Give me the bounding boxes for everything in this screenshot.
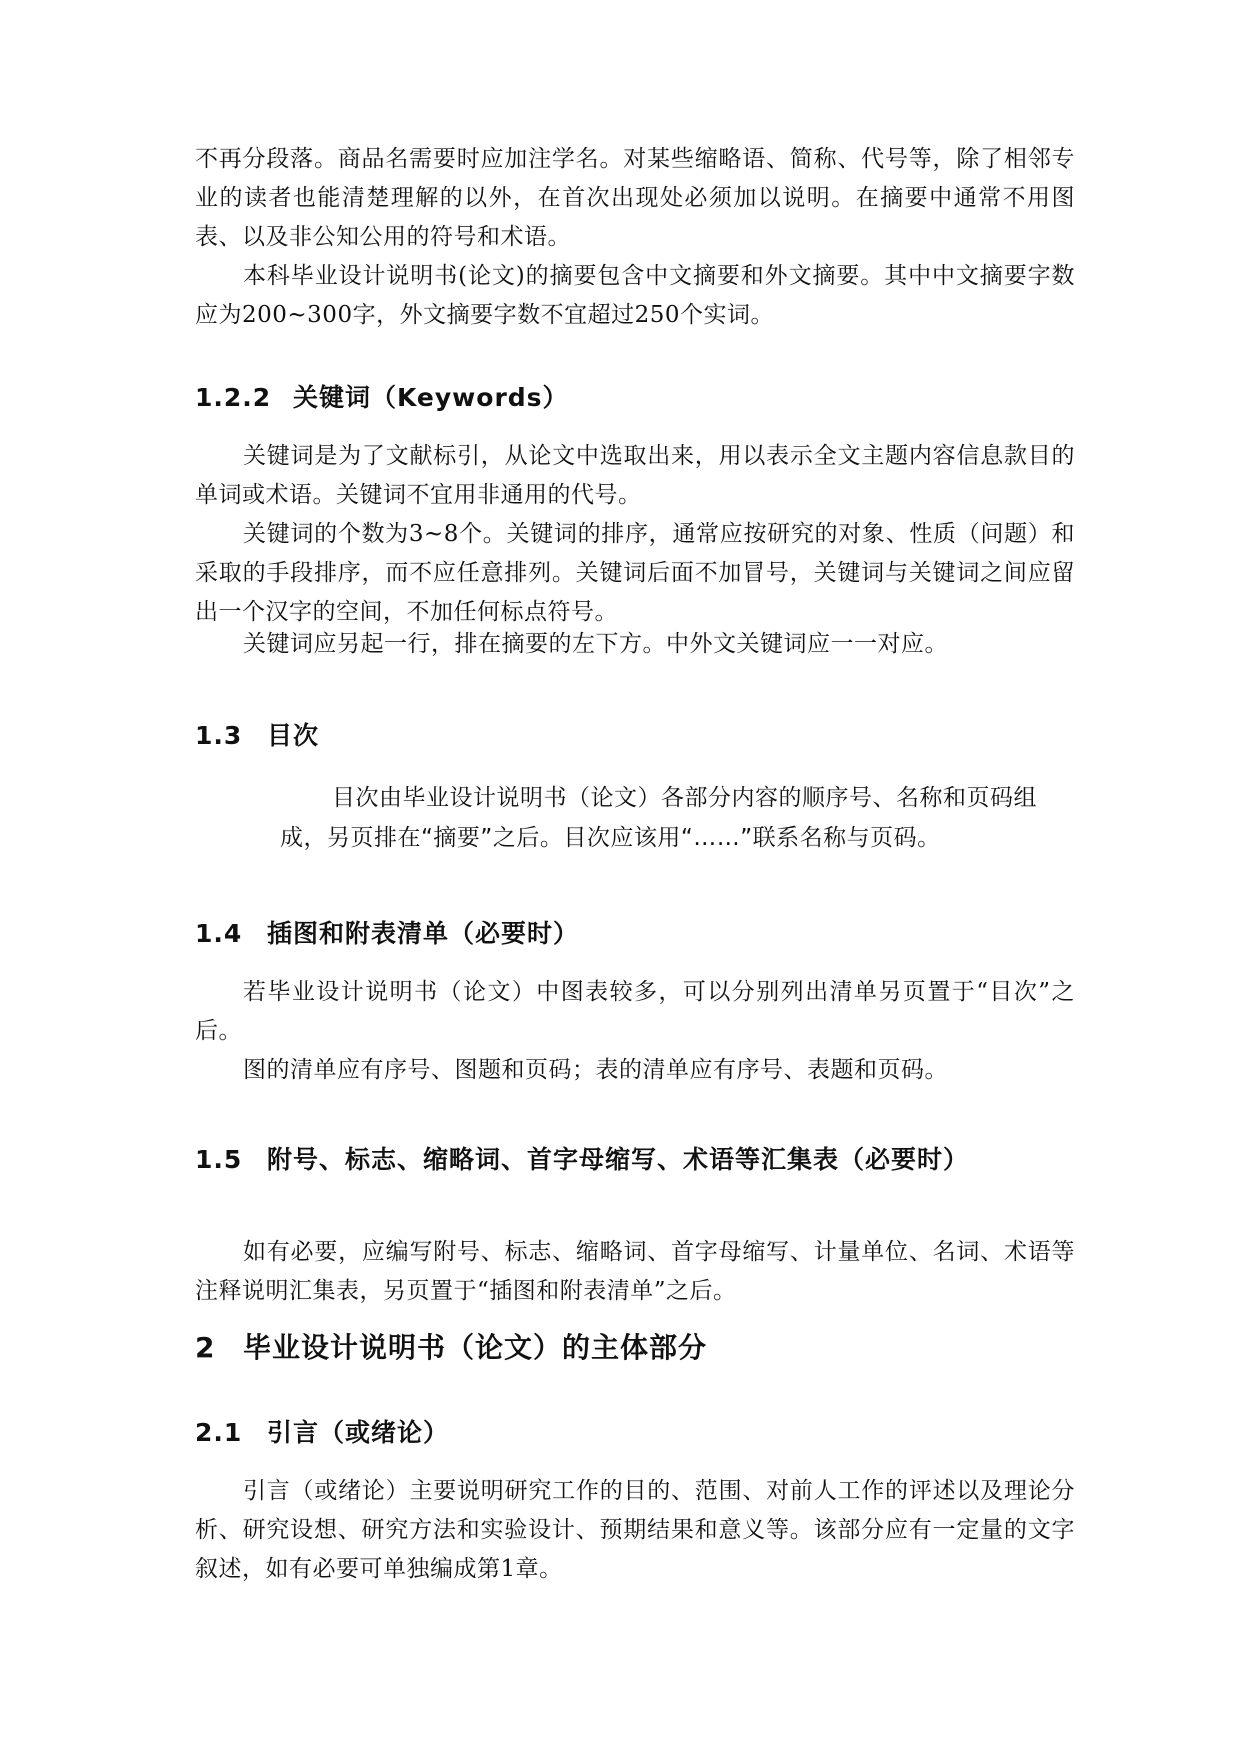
heading-2 bbox=[195, 1331, 707, 1365]
paragraph-toc: 目次由毕业设计说明书（论文）各部分内容的顺序号、名称和页码组成，另页排在“摘要”之后。目次应该用“……”联系名称与页码。 bbox=[280, 785, 1037, 851]
heading-title: 关键词（Keywords） bbox=[293, 383, 569, 412]
paragraph-figure-list: 若毕业设计说明书（论文）中图表较多，可以分别列出清单另页置于“目次”之后。 bbox=[195, 979, 1075, 1044]
paragraph-keywords-position: 关键词应另起一行，排在摘要的左下方。中外文关键词应一一对应。 bbox=[243, 631, 948, 657]
heading-1-5 bbox=[195, 1143, 969, 1177]
heading-1-2-2 bbox=[195, 381, 569, 415]
heading-number: 1.4 bbox=[195, 919, 243, 948]
paragraph-introduction: 引言（或绪论）主要说明研究工作的目的、范围、对前人工作的评述以及理论分析、研究设想、研究方法和实验设计、预期结果和意义等。该部分应有一定量的文字叙述，如有必要可单独编成第1章。 bbox=[195, 1478, 1075, 1582]
heading-number: 2.1 bbox=[195, 1418, 243, 1447]
paragraph-keywords-count: 关键词的个数为3~8个。关键词的排序，通常应按研究的对象、性质（问题）和采取的手段排序，而不应任意排列。关键词后面不加冒号，关键词与关键词之间应留出一个汉字的空间，不加任何标点符号。 bbox=[195, 521, 1075, 625]
heading-number: 2 bbox=[195, 1331, 216, 1364]
paragraph-abstract-continuation: 不再分段落。商品名需要时应加注学名。对某些缩略语、简称、代号等，除了相邻专业的读者也能清楚理解的以外，在首次出现处必须加以说明。在摘要中通常不用图表、以及非公知公用的符号和术语。 bbox=[195, 146, 1075, 250]
heading-number: 1.3 bbox=[195, 721, 243, 750]
heading-2-1 bbox=[195, 1416, 449, 1450]
heading-1-4 bbox=[195, 917, 579, 951]
heading-number: 1.5 bbox=[195, 1145, 243, 1174]
heading-number: 1.2.2 bbox=[195, 383, 272, 412]
paragraph-glossary: 如有必要，应编写附号、标志、缩略词、首字母缩写、计量单位、名词、术语等注释说明汇集表，另页置于“插图和附表清单”之后。 bbox=[195, 1239, 1075, 1304]
heading-title: 插图和附表清单（必要时） bbox=[267, 919, 580, 948]
heading-title: 附号、标志、缩略词、首字母缩写、术语等汇集表（必要时） bbox=[267, 1145, 970, 1174]
paragraph-keywords-definition: 关键词是为了文献标引，从论文中选取出来，用以表示全文主题内容信息款目的单词或术语。关键词不宜用非通用的代号。 bbox=[195, 443, 1075, 508]
paragraph-abstract-length: 本科毕业设计说明书(论文)的摘要包含中文摘要和外文摘要。其中中文摘要字数应为200~300字，外文摘要字数不宜超过250个实词。 bbox=[195, 263, 1075, 328]
heading-title: 毕业设计说明书（论文）的主体部分 bbox=[243, 1331, 708, 1364]
paragraph-figure-list-content: 图的清单应有序号、图题和页码；表的清单应有序号、表题和页码。 bbox=[243, 1057, 948, 1083]
heading-title: 目次 bbox=[267, 721, 320, 750]
heading-1-3 bbox=[195, 719, 319, 753]
heading-title: 引言（或绪论） bbox=[267, 1418, 450, 1447]
